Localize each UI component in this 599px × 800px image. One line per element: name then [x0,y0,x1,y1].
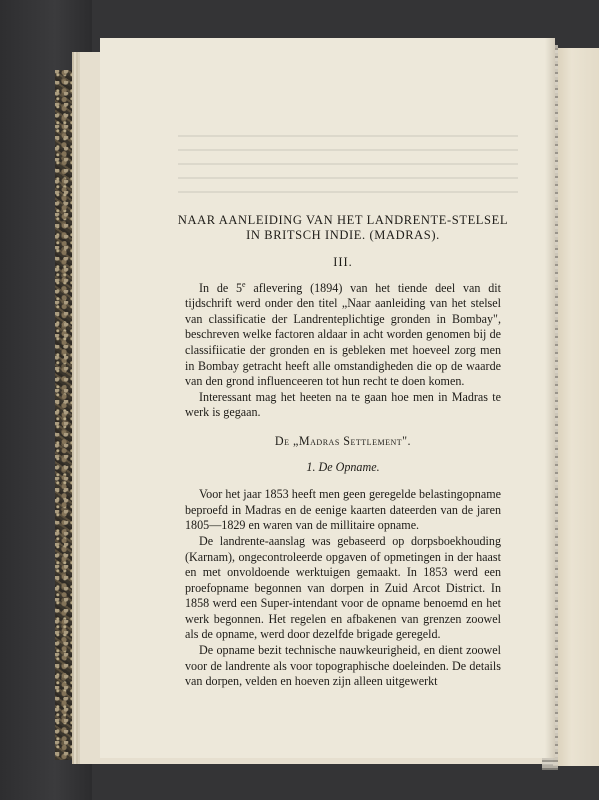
intro-paragraph-2: Interessant mag het heeten na te gaan hoe men in Madras te werk is gegaan. [185,389,501,420]
body-paragraph-3: De opname bezit technische nauwkeurigheid, en dient zoowel voor de landrente als voor topographische doeleinden. De details van dorpen, velden en hoeven zijn alleen uitgewerkt [185,643,501,689]
bleed-through-text [178,135,518,205]
page-gutter-shadow [545,38,555,758]
body-paragraph-1: Voor het jaar 1853 heeft men geen geregelde belastingopname beproefd in Madras en de eenige kaarten dateerden van de jaren 1805—1829 en waren van de millitaire opname. [185,487,501,533]
article-title [173,213,513,243]
body-paragraph-2: De landrente-aanslag was gebaseerd op dorpsboekhouding (Karnam), ongecontroleerde opgaven of opmetingen in der haast en met onvoldoende werktuigen gemaakt. In 1853 werd een proefopname begonnen van dorpen in Zuid Arcot District. In 1858 werd een Super-intendant voor de opname benoemd en het werk begonnen. Het regelen en afbakenen van grenzen zoowel als de opname, werd door dezelfde brigade geregeld. [185,533,501,642]
intro-rest: aflevering (1894) van het tiende deel van dit tijdschrift werd onder den titel „Naar aanleiding van het stelsel van classificatie der Landrenteplichtige gronden in Bombay", beschreven welke factoren aldaar in acht worden genomen bij de classifiicatie der gronden en is gebleken met hoeveel zorg men in Bombay getracht heeft alle omstandigheden die op de waarde van den grond influenceeren tot hun recht te doen komen. [185,280,501,389]
title-line-1: NAAR AANLEIDING VAN HET LANDRENTE-STELSEL [177,213,509,227]
part-number: III. [333,255,353,269]
section-heading: De „Madras Settlement". [274,433,412,448]
intro-prefix: In de 5 [199,280,243,295]
intro-superscript: e [242,279,246,289]
facing-page [553,48,599,766]
title-line-2: IN BRITSCH INDIE. (MADRAS). [246,228,440,242]
page-text [177,213,509,690]
subsection-heading: 1. De Opname. [306,459,380,474]
intro-paragraph [185,281,501,390]
